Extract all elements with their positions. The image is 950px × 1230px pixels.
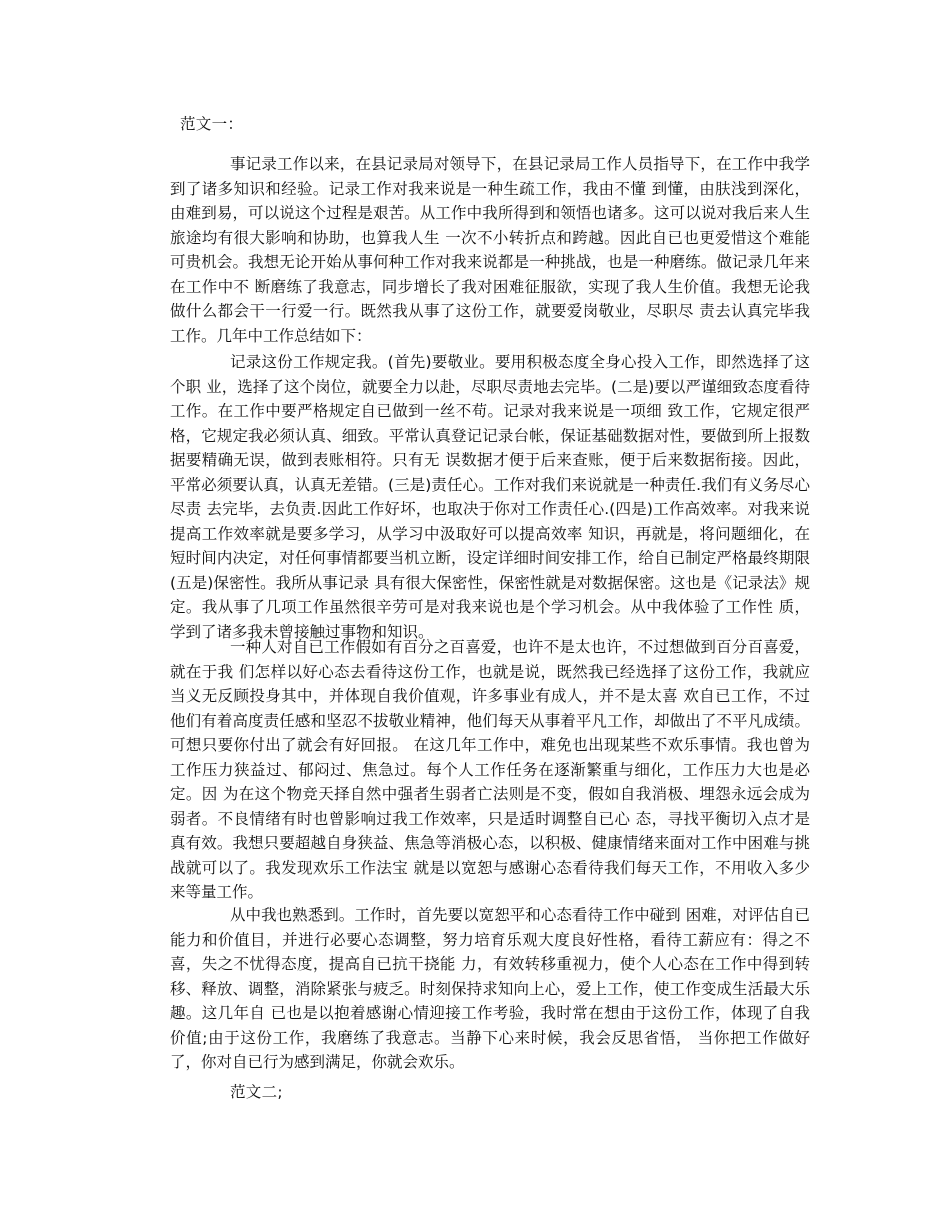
paragraph-2: 记录这份工作规定我。(首先)要敬业。要用积极态度全身心投入工作，即然选择了这个职 业，选择了这个岗位，就要全力以赴，尽职尽责地去完毕。(二是)要以严谨细致态度看待工作。在工作中要严格规定自已做到一丝不苟。记录对我来说是一项细 致工作，它规定很严格，它规定我必须认真、细致。平常认真登记记录台帐，保证基础数据对性，要做到所上报数据要精确无误，做到表账相符。只有无 误数据才便于后来查账，便于后来数据衔接。因此，平常必须要认真，认真无差错。(三是)责任心。工作对我们来说就是一种责任.我们有义务尽心尽责 去完毕，去负责.因此工作好坏，也取决于你对工作责任心.(四是)工作高效率。对我来说提高工作效率就是要多学习，从学习中汲取好可以提高效率 知识，再就是，将问题细化，在短时间内决定，对任何事情都要当机立断，设定详细时间安排工作，给自已制定严格最终期限(五是)保密性。我所从事记录 具有很大保密性，保密性就是对数据保密。这也是《记录法》规定。我从事了几项工作虽然很辛劳可是对我来说也是个学习机会。从中我体验了工作性 质，学到了诸多我未曾接触过事物和知识。 (170, 353, 810, 641)
paragraph-1: 事记录工作以来，在县记录局对领导下，在县记录局工作人员指导下，在工作中我学到了诸多知识和经验。记录工作对我来说是一种生疏工作，我由不懂 到懂，由肤浅到深化，由难到易，可以说这个过程是艰苦。从工作中我所得到和领悟也诸多。这可以说对我后来人生旅途均有很大影响和协助，也算我人生 一次不小转折点和跨越。因此自已也更爱惜这个难能可贵机会。我想无论开始从事何种工作对我来说都是一种挑战，也是一种磨练。做记录几年来在工作中不 断磨练了我意志，同步增长了我对困难征服欲，实现了我人生价值。我想无论我做什么都会干一行爱一行。既然我从事了这份工作，就要爱岗敬业，尽职尽 责去认真完毕我工作。几年中工作总结如下： (170, 155, 810, 345)
paragraph-4: 从中我也熟悉到。工作时，首先要以宽恕平和心态看待工作中碰到 困难，对评估自已能力和价值目，并进行必要心态调整，努力培育乐观大度良好性格，看待工薪应有：得之不喜，失之不忧得态度，提高自已抗干挠能 力，有效转移重视力，使个人心态在工作中得到转移、释放、调整，消除紧张与疲乏。时刻保持求知向上心，爱上工作，使工作变成生活最大乐趣。这几年自 已也是以抱着感谢心情迎接工作考验，我时常在想由于这份工作，体现了自我价值;由于这份工作，我磨练了我意志。当静下心来时候，我会反思省悟， 当你把工作做好了，你对自已行为感到满足，你就会欢乐。 (170, 906, 810, 1071)
paragraph-3: 一种人对自已工作假如有百分之百喜爱，也许不是太也许，不过想做到百分百喜爱，就在于我 们怎样以好心态去看待这份工作，也就是说，既然我已经选择了这份工作，我就应当义无反顾投身其中，并体现自我价值观，许多事业有成人，并不是太喜 欢自已工作，不过他们有着高度责任感和坚忍不拔敬业精神，他们每天从事着平凡工作，却做出了不平凡成绩。可想只要你付出了就会有好回报。 在这几年工作中，难免也出现某些不欢乐事情。我也曾为工作压力狭益过、郁闷过、焦急过。每个人工作任务在逐渐繁重与细化，工作压力大也是必定。因 为在这个物竞天择自然中强者生弱者亡法则是不变，假如自我消极、埋怨永远会成为弱者。不良情绪有时也曾影响过我工作效率，只是适时调整自已心 态，寻找平衡切入点才是真有效。我想只要超越自身狭益、焦急等消极心态，以积极、健康情绪来面对工作中困难与挑战就可以了。我发现欢乐工作法宝 就是以宽恕与感谢心态看待我们每天工作，不用收入多少来等量工作。 (170, 638, 810, 901)
heading-fanwen-one: 范文一： (180, 115, 244, 133)
heading-fanwen-two: 范文二; (230, 1083, 283, 1101)
